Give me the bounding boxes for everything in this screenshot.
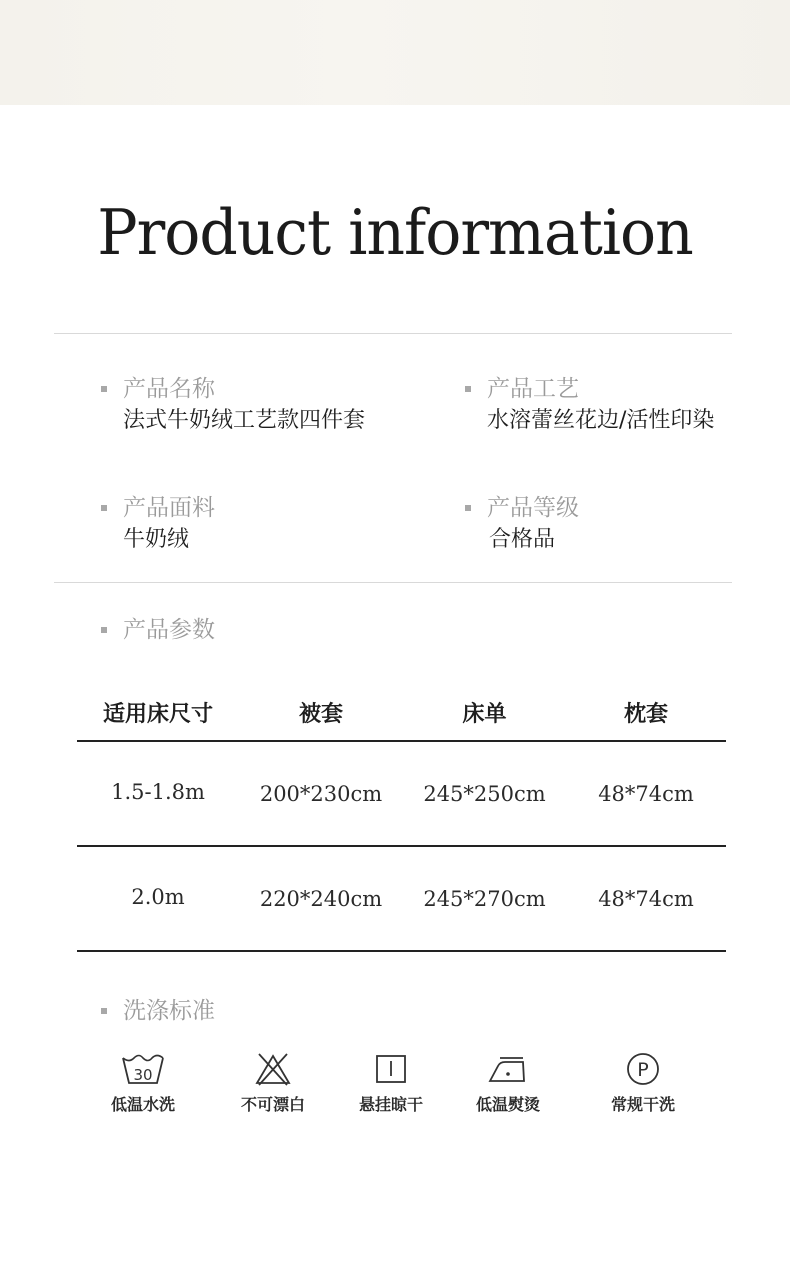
info-value: 牛奶绒 [123,527,190,552]
care-item-label: 悬挂晾干 [358,1095,423,1114]
params-label: 产品参数 [101,615,215,645]
care-label: 洗涤标准 [101,996,215,1026]
table-cell: 48*74cm [566,741,726,846]
table-cell: 245*250cm [403,741,566,846]
care-item [588,1052,698,1115]
info-value: 合格品 [489,527,556,552]
wash-30-icon [120,1052,166,1086]
no-bleach-icon [253,1052,293,1086]
care-item-label: 不可漂白 [240,1095,305,1114]
table-cell: 2.0m [77,846,239,951]
top-banner-strip [0,0,790,105]
info-label: 产品等级 [465,493,579,523]
page-title: Product information [97,196,693,270]
low-iron-icon [486,1052,530,1086]
divider-middle [54,582,732,583]
table-cell: 200*230cm [239,741,403,846]
info-label: 产品名称 [101,374,365,404]
table-cell: 48*74cm [566,846,726,951]
params-section [101,615,215,645]
info-value: 法式牛奶绒工艺款四件套 [123,408,366,433]
line-dry-icon [374,1052,408,1086]
care-item [336,1052,446,1115]
care-item [453,1052,563,1115]
info-label: 产品面料 [101,493,215,523]
table-header-cell: 床单 [403,684,566,741]
care-item-label: 低温熨烫 [475,1095,540,1114]
info-product-grade [465,493,579,555]
table-header-cell: 枕套 [566,684,726,741]
size-params-table [77,684,726,952]
info-product-craft [465,374,714,436]
wash-temp-text: 30 [133,1066,153,1084]
care-section [101,996,215,1026]
table-row [77,846,726,951]
care-item-label: 常规干洗 [610,1095,675,1114]
divider-top [54,333,732,334]
info-value: 水溶蕾丝花边/活性印染 [487,408,715,433]
table-header-cell: 被套 [239,684,403,741]
table-row [77,741,726,846]
info-product-fabric [101,493,215,555]
dry-clean-letter: P [637,1059,649,1081]
table-header-row [77,684,726,741]
info-product-name [101,374,365,436]
dry-clean-p-icon [625,1052,661,1086]
table-cell: 1.5-1.8m [77,741,239,846]
care-item-label: 低温水洗 [110,1095,175,1114]
care-item [88,1052,198,1115]
care-item [218,1052,328,1115]
table-cell: 220*240cm [239,846,403,951]
table-header-cell: 适用床尺寸 [77,684,239,741]
table-cell: 245*270cm [403,846,566,951]
info-label: 产品工艺 [465,374,714,404]
